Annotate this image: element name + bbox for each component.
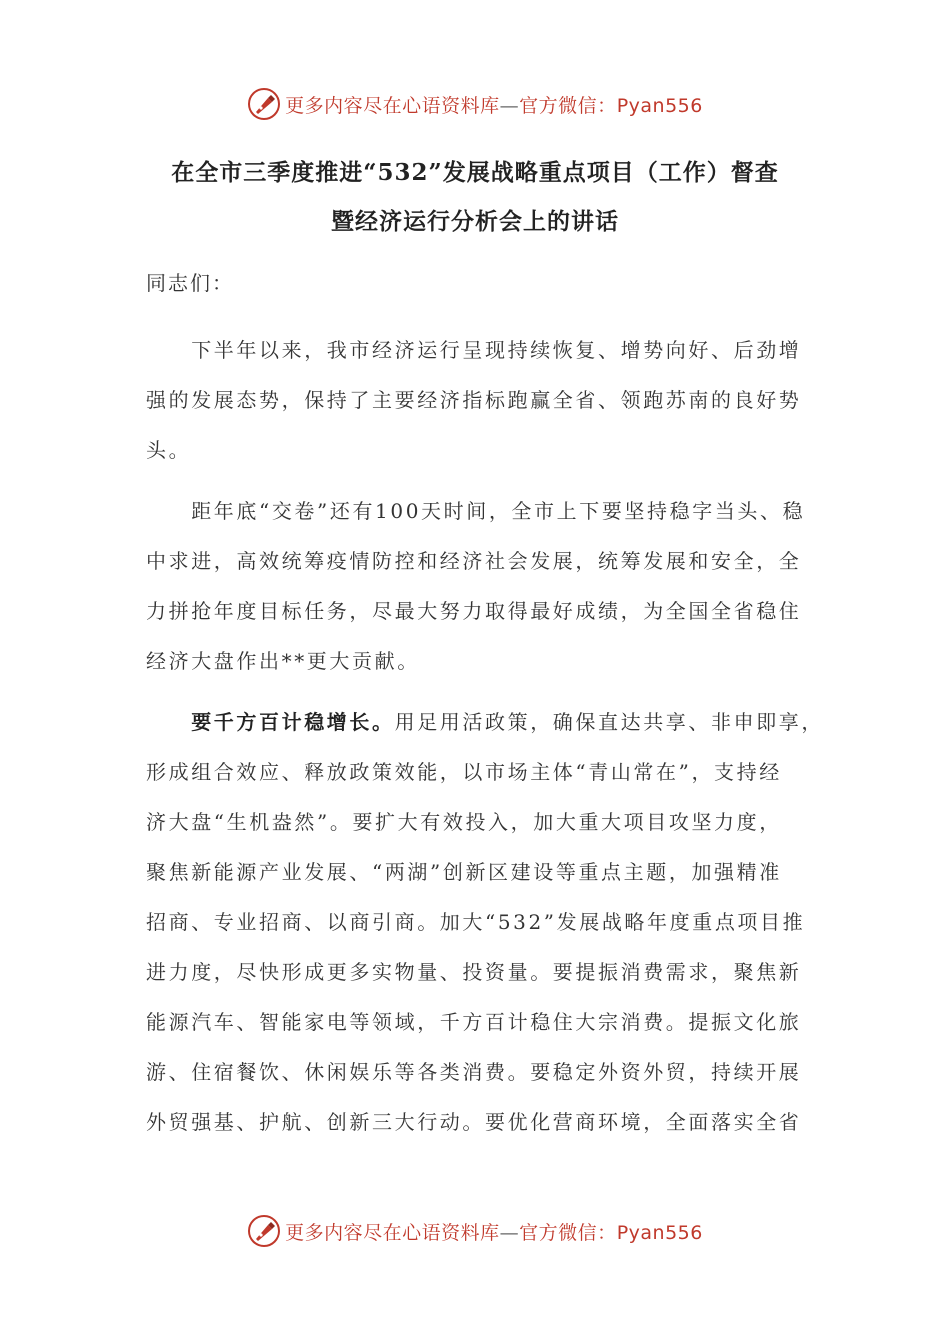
paragraph-line: 距年底“交卷”还有100天时间，全市上下要坚持稳字当头、稳 bbox=[146, 499, 806, 523]
document-title bbox=[120, 148, 830, 246]
banner-text bbox=[285, 1218, 703, 1245]
salutation: 同志们： bbox=[146, 271, 234, 295]
header-banner[interactable] bbox=[0, 86, 950, 122]
banner-dash: — bbox=[499, 94, 520, 117]
paragraph-line: 下半年以来，我市经济运行呈现持续恢复、增势向好、后劲增 bbox=[146, 338, 802, 362]
paragraph-first-rest: 用足用活政策，确保直达共享、非申即享， bbox=[394, 710, 825, 734]
paragraph-line: 形成组合效应、释放政策效能，以市场主体“青山常在”，支持经 bbox=[146, 760, 782, 784]
paragraph-line: 强的发展态势，保持了主要经济指标跑赢全省、领跑苏南的良好势 bbox=[146, 388, 802, 412]
banner-wechat-id: Pyan556 bbox=[616, 1221, 703, 1244]
paragraph-line: 招商、专业招商、以商引商。加大“532”发展战略年度重点项目推 bbox=[146, 910, 806, 934]
banner-text bbox=[285, 91, 703, 118]
paragraph-line: 力拼抢年度目标任务，尽最大努力取得最好成绩，为全国全省稳住 bbox=[146, 599, 802, 623]
banner-main-text: 更多内容尽在心语资料库 bbox=[285, 1221, 500, 1244]
paragraph-line: 经济大盘作出**更大贡献。 bbox=[146, 649, 420, 673]
paragraph-heading: 要千方百计稳增长。 bbox=[191, 710, 395, 734]
paragraph-line: 济大盘“生机盎然”。要扩大有效投入，加大重大项目攻坚力度， bbox=[146, 810, 782, 834]
paragraph-line: 进力度，尽快形成更多实物量、投资量。要提振消费需求，聚焦新 bbox=[146, 960, 802, 984]
footer-banner[interactable] bbox=[0, 1213, 950, 1249]
banner-dash: — bbox=[499, 1221, 520, 1244]
paragraph-3 bbox=[146, 697, 825, 1147]
paragraph-line: 能源汽车、智能家电等领域，千方百计稳住大宗消费。提振文化旅 bbox=[146, 1010, 802, 1034]
banner-wechat-label: 官方微信： bbox=[519, 1221, 617, 1244]
paragraph-line: 头。 bbox=[146, 438, 192, 462]
paragraph-line: 聚焦新能源产业发展、“两湖”创新区建设等重点主题，加强精准 bbox=[146, 860, 782, 884]
paragraph-line: 中求进，高效统筹疫情防控和经济社会发展，统筹发展和安全，全 bbox=[146, 549, 802, 573]
pen-nib-logo-icon bbox=[247, 87, 281, 121]
paragraph-1 bbox=[146, 325, 822, 475]
paragraph-line: 游、住宿餐饮、休闲娱乐等各类消费。要稳定外资外贸，持续开展 bbox=[146, 1060, 802, 1084]
pen-nib-logo-icon bbox=[247, 1214, 281, 1248]
paragraph-line: 外贸强基、护航、创新三大行动。要优化营商环境，全面落实全省 bbox=[146, 1110, 802, 1134]
banner-wechat-id: Pyan556 bbox=[616, 94, 703, 117]
banner-wechat-label: 官方微信： bbox=[519, 94, 617, 117]
title-line-1: 在全市三季度推进“532”发展战略重点项目（工作）督查 bbox=[171, 159, 779, 186]
paragraph-2 bbox=[146, 486, 822, 686]
banner-main-text: 更多内容尽在心语资料库 bbox=[285, 94, 500, 117]
title-line-2: 暨经济运行分析会上的讲话 bbox=[331, 208, 619, 235]
paragraph-line-first bbox=[146, 697, 825, 747]
